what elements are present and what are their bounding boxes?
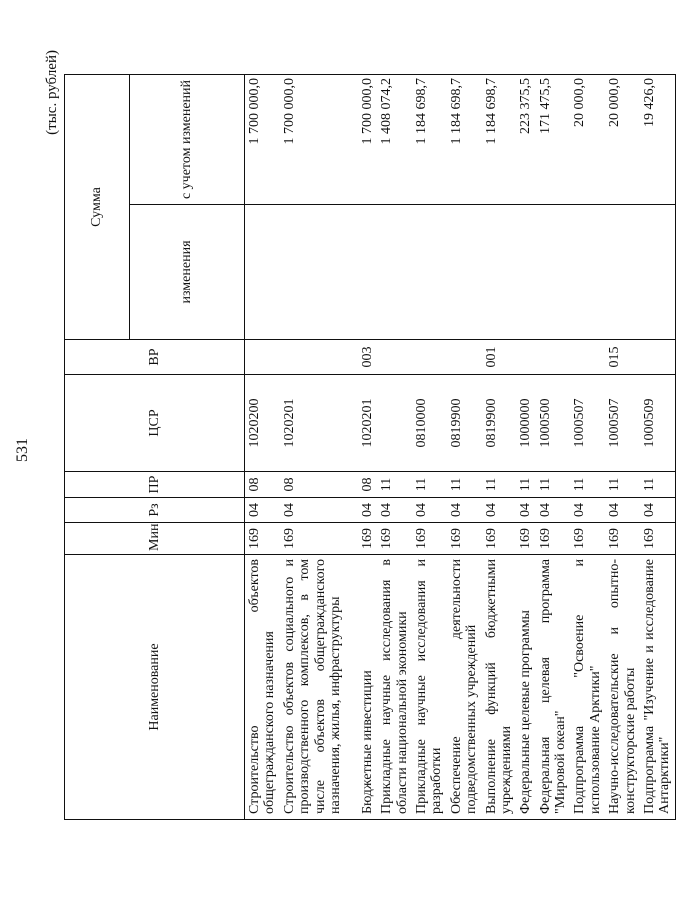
row-rz: 04 xyxy=(640,498,675,523)
budget-table xyxy=(64,74,676,820)
row-total: 20 000,0 xyxy=(605,75,640,205)
row-name: Прикладные научные исследования в области национальной экономики xyxy=(377,555,412,820)
row-name: Бюджетные инвестиции xyxy=(358,555,377,820)
row-min: 169 xyxy=(447,523,482,555)
row-csr: 1020200 xyxy=(245,375,280,472)
row-csr: 1000500 xyxy=(536,375,571,472)
row-csr: 1000000 xyxy=(516,375,535,472)
row-csr: 0819900 xyxy=(482,375,517,472)
row-vr xyxy=(516,340,535,375)
row-total: 1 184 698,7 xyxy=(482,75,517,205)
row-vr xyxy=(245,340,280,375)
row-min: 169 xyxy=(377,523,412,555)
row-changes xyxy=(245,205,280,340)
row-rz: 04 xyxy=(447,498,482,523)
row-changes xyxy=(482,205,517,340)
table-row xyxy=(640,75,675,820)
row-name: Федеральная целевая программа "Мировой океан" xyxy=(536,555,571,820)
row-name: Обеспечение деятельности подведомственных учреждений xyxy=(447,555,482,820)
row-changes xyxy=(447,205,482,340)
row-vr xyxy=(447,340,482,375)
row-total: 1 700 000,0 xyxy=(245,75,280,205)
row-csr xyxy=(377,375,412,472)
row-min: 169 xyxy=(280,523,358,555)
row-changes xyxy=(536,205,571,340)
row-csr: 1000507 xyxy=(570,375,605,472)
row-rz: 04 xyxy=(280,498,358,523)
header-rz: Рз xyxy=(65,498,245,523)
row-vr: 015 xyxy=(605,340,640,375)
table-row xyxy=(447,75,482,820)
row-name: Научно-исследовательские и опытно-конструкторские работы xyxy=(605,555,640,820)
row-min: 169 xyxy=(536,523,571,555)
row-pr: 11 xyxy=(605,472,640,498)
row-rz: 04 xyxy=(570,498,605,523)
row-changes xyxy=(377,205,412,340)
row-changes xyxy=(640,205,675,340)
row-pr: 11 xyxy=(640,472,675,498)
row-min: 169 xyxy=(245,523,280,555)
row-pr: 08 xyxy=(245,472,280,498)
units-note: (тыс. рублей) xyxy=(44,50,60,135)
row-rz: 04 xyxy=(358,498,377,523)
row-csr: 0819900 xyxy=(447,375,482,472)
row-name: Строительство объектов социального и производственного комплексов, в том числе объектов общегражданского назначения, жилья, инфраструктуры xyxy=(280,555,358,820)
row-total: 19 426,0 xyxy=(640,75,675,205)
table-row xyxy=(412,75,447,820)
row-vr xyxy=(377,340,412,375)
row-changes xyxy=(358,205,377,340)
table-row xyxy=(516,75,535,820)
row-name: Выполнение функций бюджетными учреждениями xyxy=(482,555,517,820)
row-rz: 04 xyxy=(377,498,412,523)
table-row xyxy=(245,75,280,820)
header-sum: Сумма xyxy=(65,75,130,340)
row-changes xyxy=(605,205,640,340)
row-pr: 08 xyxy=(358,472,377,498)
row-total: 171 475,5 xyxy=(536,75,571,205)
table-row xyxy=(605,75,640,820)
row-total: 20 000,0 xyxy=(570,75,605,205)
row-rz: 04 xyxy=(412,498,447,523)
row-min: 169 xyxy=(605,523,640,555)
row-csr: 1020201 xyxy=(280,375,358,472)
row-name: Подпрограмма "Освоение и использование Арктики" xyxy=(570,555,605,820)
row-total: 1 184 698,7 xyxy=(412,75,447,205)
row-changes xyxy=(570,205,605,340)
row-vr: 003 xyxy=(358,340,377,375)
row-vr xyxy=(640,340,675,375)
row-vr xyxy=(280,340,358,375)
table-row xyxy=(570,75,605,820)
row-csr: 1000509 xyxy=(640,375,675,472)
row-csr: 0810000 xyxy=(412,375,447,472)
header-min: Мин xyxy=(65,523,245,555)
row-vr xyxy=(570,340,605,375)
row-total: 1 184 698,7 xyxy=(447,75,482,205)
row-min: 169 xyxy=(358,523,377,555)
header-pr: ПР xyxy=(65,472,245,498)
row-pr: 11 xyxy=(482,472,517,498)
table-row xyxy=(377,75,412,820)
header-with-changes: с учетом изменений xyxy=(130,75,245,205)
row-total: 1 700 000,0 xyxy=(280,75,358,205)
row-rz: 04 xyxy=(605,498,640,523)
row-pr: 11 xyxy=(447,472,482,498)
row-csr: 1000507 xyxy=(605,375,640,472)
table-row xyxy=(482,75,517,820)
row-min: 169 xyxy=(570,523,605,555)
row-csr: 1020201 xyxy=(358,375,377,472)
row-total: 1 700 000,0 xyxy=(358,75,377,205)
row-rz: 04 xyxy=(245,498,280,523)
row-pr: 11 xyxy=(536,472,571,498)
row-min: 169 xyxy=(412,523,447,555)
row-rz: 04 xyxy=(482,498,517,523)
row-pr: 11 xyxy=(412,472,447,498)
row-vr xyxy=(536,340,571,375)
row-total: 1 408 074,2 xyxy=(377,75,412,205)
row-min: 169 xyxy=(516,523,535,555)
row-changes xyxy=(280,205,358,340)
row-pr: 11 xyxy=(516,472,535,498)
header-vr: ВР xyxy=(65,340,245,375)
row-changes xyxy=(412,205,447,340)
row-rz: 04 xyxy=(536,498,571,523)
row-pr: 11 xyxy=(570,472,605,498)
row-min: 169 xyxy=(640,523,675,555)
table-row xyxy=(358,75,377,820)
row-min: 169 xyxy=(482,523,517,555)
header-name: Наименование xyxy=(65,555,245,820)
table-row xyxy=(536,75,571,820)
header-changes: изменения xyxy=(130,205,245,340)
row-pr: 08 xyxy=(280,472,358,498)
row-name: Подпрограмма "Изучение и исследование Антарктики" xyxy=(640,555,675,820)
row-vr xyxy=(412,340,447,375)
table-body xyxy=(245,75,676,820)
page-number: 531 xyxy=(14,438,31,462)
row-rz: 04 xyxy=(516,498,535,523)
row-name: Строительство объектов общегражданского назначения xyxy=(245,555,280,820)
row-total: 223 375,5 xyxy=(516,75,535,205)
row-name: Прикладные научные исследования и разработки xyxy=(412,555,447,820)
table-row xyxy=(280,75,358,820)
row-changes xyxy=(516,205,535,340)
row-vr: 001 xyxy=(482,340,517,375)
row-name: Федеральные целевые программы xyxy=(516,555,535,820)
row-pr: 11 xyxy=(377,472,412,498)
header-csr: ЦСР xyxy=(65,375,245,472)
